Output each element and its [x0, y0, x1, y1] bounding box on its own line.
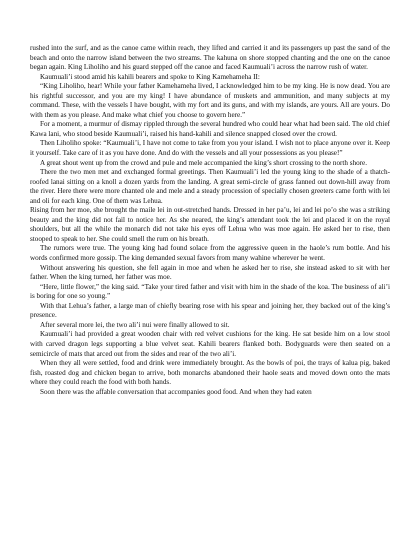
paragraph: Rising from her moe, she brought the maile lei in out-stretched hands. Dressed in her pa’u, lei and lei po’o she was a striking beauty and the king did not fail to notice her. As she neared, the king’s attendant took the lei and placed it on the royal shoulders, but all the while the monarch did not take his eyes off Lehua who was moe again. He asked her to rise, then stooped to speak to her. She could smell the rum on his breath.: [30, 206, 390, 243]
paragraph: rushed into the surf, and as the canoe came within reach, they lifted and carried it and its passengers up past the sand of the beach and onto the narrow island between the two streams. The kahuna on shore stopped chanting and the one on the canoe began again. King Liholiho and his guard stepped off the canoe and faced Kaumuali’i across the narrow rush of water.: [30, 44, 390, 72]
paragraph: Then Liholiho spoke: “Kaumuali’i, I have not come to take from you your island. I wish not to place anyone over it. Keep it yourself. Take care of it as you have done. And do with the vessels and all your possessions as you please!”: [30, 139, 390, 158]
paragraph: When they all were settled, food and drink were immediately brought. As the bowls of poi, the trays of kalua pig, baked fish, roasted dog and chicken began to arrive, both monarchs abandoned their haole seats and moved down onto the mats where they could reach the food with both hands.: [30, 359, 390, 387]
paragraph: A great shout went up from the crowd and pule and mele accompanied the king’s short crossing to the north shore.: [40, 158, 368, 167]
paragraph: After several more lei, the two ali’i nui were finally allowed to sit.: [40, 320, 230, 329]
paragraph: Without answering his question, she fell again in moe and when he asked her to rise, she instead asked to sit with her father. When the king turned, her father was moe.: [30, 263, 390, 282]
paragraph: For a moment, a murmur of dismay rippled through the several hundred who could hear what had been said. The old chief Kawa lani, who stood beside Kaumuali’i, raised his hand-kahili and silence snapped closed over the crowd.: [30, 120, 390, 138]
paragraph: The rumors were true. The young king had found solace from the aggressive queen in the haole’s rum bottle. And his words confirmed more gossip. The king demanded sexual favors from many wahine wherever he went.: [30, 244, 390, 263]
paragraph: Kaumuali’i had provided a great wooden chair with red velvet cushions for the king. He sat beside him on a low stool with carved dragon legs supporting a blue velvet seat. Kahili bearers flanked both. Bodyguards were then seated on a semicircle of mats that arced out from the sides and rear of the two ali’i.: [30, 330, 390, 358]
paragraph: There the two men met and exchanged formal greetings. Then Kaumuali’i led the young king to the shade of a thatch-roofed lanai sitting on a knoll a dozen yards from the landing. A great semi-circle of grass fanned out down-hill away from the river. Here there were more chanted ole and mele and a steady procession of specially chosen greeters came forth with lei and oli for each king. One of them was Lehua.: [30, 168, 390, 205]
paragraph: With that Lehua’s father, a large man of chiefly bearing rose with his spear and joining her, they backed out of the king’s presence.: [30, 301, 390, 320]
paragraph: “Here, little flower,” the king said. “Take your tired father and visit with him in the shade of the koa. The business of ali’i is boring for one so young.”: [30, 282, 390, 301]
paragraph: Soon there was the affable conversation that accompanies good food. And when they had eaten: [40, 387, 312, 396]
document-page: [30, 44, 390, 397]
paragraph: Kaumuali’i stood amid his kahili bearers and spoke to King Kamehameha II:: [40, 72, 260, 81]
paragraph: “King Liholiho, hear! While your father Kamehameha lived, I acknowledged him to be my king. He is now dead. You are his rightful successor, and you are my king! I have abundance of muskets and ammunition, and many subjects at my command. These, with the vessels I have bought, with my fort and its guns, and with my islands, are yours. All are yours. Do with them as you please. And make what chief you choose to govern here.”: [30, 82, 390, 119]
